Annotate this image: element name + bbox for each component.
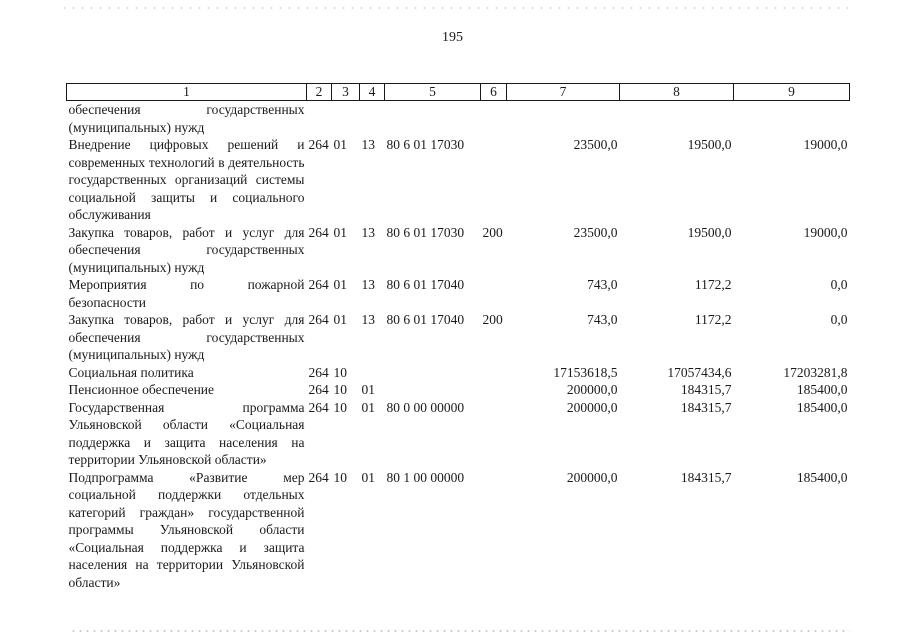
row-col-2: 264 [308, 364, 329, 380]
row-col-6 [481, 276, 507, 311]
row-col-6 [481, 364, 507, 382]
row-col-7: 23500,0 [573, 224, 618, 240]
row-col-4 [360, 101, 385, 137]
header-col-1: 1 [67, 84, 307, 101]
header-col-4: 4 [360, 84, 385, 101]
row-col-9: 19000,0 [803, 224, 848, 240]
scan-artifact-top [60, 7, 850, 9]
row-name: Государственная программа Ульяновской области «Социальная поддержка и защита населения на территории Ульяновской области» [68, 399, 305, 467]
row-col-3: 10 [333, 399, 347, 415]
row-col-7: 200000,0 [566, 382, 618, 397]
row-name: Закупка товаров, работ и услуг для обеспечения государственных (муниципальных) нужд [68, 224, 305, 275]
row-col-7: 200000,0 [566, 399, 618, 415]
row-col-6 [481, 101, 507, 137]
row-col-8: 19500,0 [687, 137, 732, 152]
row-col-7 [507, 101, 620, 137]
header-col-5: 5 [385, 84, 481, 101]
row-col-2: 264 [308, 382, 329, 397]
row-col-6: 200 [482, 224, 503, 240]
row-col-4: 01 [361, 382, 375, 397]
row-col-3: 01 [333, 312, 347, 327]
table-row [67, 364, 850, 382]
row-col-8: 184315,7 [680, 469, 732, 485]
row-col-2: 264 [308, 399, 329, 415]
row-col-8: 1172,2 [694, 312, 732, 327]
row-col-2: 264 [308, 277, 329, 292]
header-col-2: 2 [307, 84, 332, 101]
row-col-8: 19500,0 [687, 224, 732, 240]
row-name: Внедрение цифровых решений и современных технологий в деятельность государственных организаций системы социальной защиты и социального обслуживания [68, 137, 305, 222]
row-col-9: 185400,0 [796, 399, 848, 415]
row-name: Мероприятия по пожарной безопасности [68, 277, 305, 310]
header-col-3: 3 [332, 84, 360, 101]
row-name: Подпрограмма «Развитие мер социальной поддержки отдельных категорий граждан» государственной программы Ульяновской области «Социальная поддержка и защита населения на территории Ульяновской области» [68, 469, 305, 590]
table-row [67, 224, 850, 277]
row-col-9: 17203281,8 [783, 364, 848, 380]
table-row [67, 136, 850, 224]
row-col-5 [385, 381, 481, 399]
row-col-4: 13 [361, 312, 375, 327]
row-col-7: 743,0 [587, 312, 618, 327]
row-col-4: 13 [361, 277, 375, 292]
row-col-2: 264 [308, 469, 329, 485]
row-col-9: 19000,0 [803, 137, 848, 152]
row-col-5: 80 6 01 17030 [386, 224, 465, 240]
row-col-7: 743,0 [587, 277, 618, 292]
row-col-6 [481, 381, 507, 399]
row-col-9: 0,0 [830, 277, 848, 292]
row-col-7: 200000,0 [566, 469, 618, 485]
row-col-2 [307, 101, 332, 137]
header-col-9: 9 [734, 84, 850, 101]
row-col-5 [385, 364, 481, 382]
table-row [67, 469, 850, 592]
table-row [67, 399, 850, 469]
row-col-3 [332, 101, 360, 137]
row-col-5: 80 6 01 17040 [386, 312, 465, 327]
page-number: 195 [442, 30, 463, 45]
row-col-9: 185400,0 [796, 382, 848, 397]
table-row [67, 381, 850, 399]
row-col-5 [385, 101, 481, 137]
row-name: Пенсионное обеспечение [68, 382, 215, 397]
table-header [67, 84, 850, 101]
row-col-9 [734, 101, 850, 137]
table-row [67, 276, 850, 311]
row-col-7: 17153618,5 [553, 364, 618, 380]
row-col-2: 264 [308, 312, 329, 327]
scan-artifact-bottom [70, 630, 850, 632]
row-col-7: 23500,0 [573, 137, 618, 152]
row-col-9: 185400,0 [796, 469, 848, 485]
row-col-6 [481, 136, 507, 224]
row-col-4: 01 [361, 399, 375, 415]
table-row [67, 311, 850, 364]
row-col-4: 13 [361, 137, 375, 152]
row-col-3: 10 [333, 364, 347, 380]
row-col-3: 01 [333, 137, 347, 152]
row-col-3: 10 [333, 469, 347, 485]
row-col-4: 13 [361, 224, 375, 240]
header-col-6: 6 [481, 84, 507, 101]
row-col-8: 17057434,6 [667, 364, 732, 380]
row-col-3: 01 [333, 224, 347, 240]
row-col-3: 10 [333, 382, 347, 397]
row-name: обеспечения государственных (муниципальных) нужд [68, 102, 305, 135]
row-col-5: 80 6 01 17040 [386, 277, 465, 292]
row-col-3: 01 [333, 277, 347, 292]
row-col-6 [481, 399, 507, 469]
row-col-6 [481, 469, 507, 592]
row-col-9: 0,0 [830, 312, 848, 327]
budget-table [66, 83, 850, 591]
row-col-5: 80 0 00 00000 [386, 399, 465, 415]
row-col-8: 1172,2 [694, 277, 732, 292]
row-col-2: 264 [308, 224, 329, 240]
row-col-6: 200 [482, 312, 503, 327]
row-name: Социальная политика [68, 364, 194, 380]
row-col-2: 264 [308, 137, 329, 152]
row-col-4: 01 [361, 469, 375, 485]
row-col-8 [620, 101, 734, 137]
row-col-8: 184315,7 [680, 399, 732, 415]
row-col-5: 80 6 01 17030 [386, 137, 465, 152]
table-body [67, 101, 850, 592]
row-col-5: 80 1 00 00000 [386, 469, 465, 485]
row-col-4 [360, 364, 385, 382]
header-col-8: 8 [620, 84, 734, 101]
header-row [67, 84, 850, 101]
row-name: Закупка товаров, работ и услуг для обеспечения государственных (муниципальных) нужд [68, 312, 305, 362]
row-col-8: 184315,7 [680, 382, 732, 397]
table-row [67, 101, 850, 137]
header-col-7: 7 [507, 84, 620, 101]
